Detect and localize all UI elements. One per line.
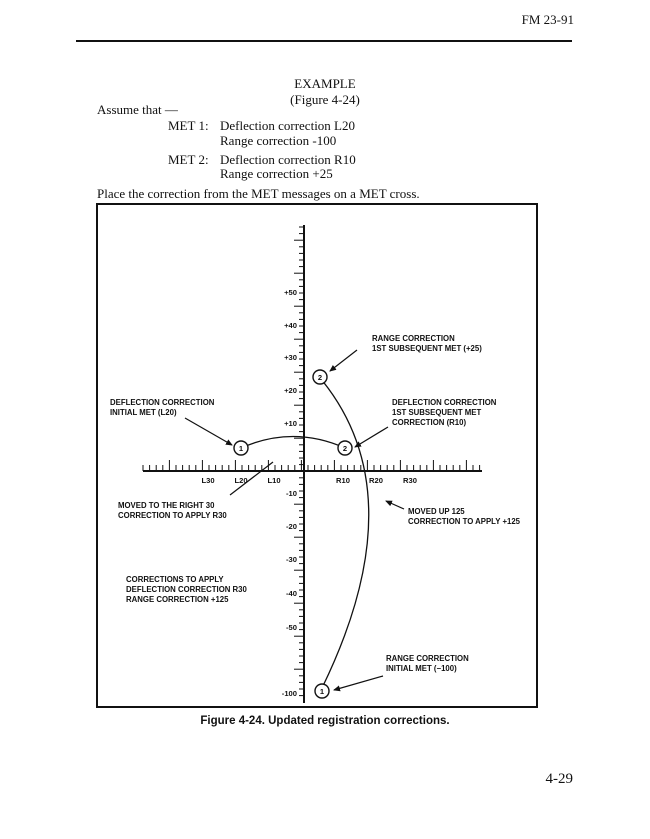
annotation-defl-subsequent-line2: 1ST SUBSEQUENT MET: [392, 408, 482, 417]
range-tick-label: -10: [286, 489, 297, 498]
annotation-defl-subsequent-line1: DEFLECTION CORRECTION: [392, 398, 497, 407]
leader-deflection-initial: [185, 418, 232, 445]
marker-label: 1: [238, 444, 244, 453]
range-tick-label: +40: [284, 321, 297, 330]
annotation-corrections-line3: RANGE CORRECTION +125: [126, 595, 229, 604]
annotation-corrections-line1: CORRECTIONS TO APPLY: [126, 575, 224, 584]
met-cross-ticks: [143, 227, 480, 696]
header-rule: [76, 40, 572, 42]
met2-range: Range correction +25: [220, 166, 333, 181]
range-tick-label: -20: [286, 522, 297, 531]
range-tick-label: +20: [284, 386, 297, 395]
example-figure-ref: (Figure 4-24): [290, 92, 360, 107]
annotation-moved-up-line1: MOVED UP 125: [408, 507, 465, 516]
marker-label: 2: [317, 373, 323, 382]
deflection-arc: [241, 437, 345, 449]
marker-label: 2: [342, 444, 348, 453]
annotation-corrections-line2: DEFLECTION CORRECTION R30: [126, 585, 247, 594]
deflection-tick-label: R10: [336, 476, 350, 485]
deflection-tick-label: L30: [201, 476, 215, 485]
example-title: EXAMPLE: [294, 76, 356, 91]
met2-label: MET 2:: [168, 152, 209, 167]
range-tick-label: -50: [286, 623, 297, 632]
instruction-text: Place the correction from the MET messages on a MET cross.: [97, 186, 420, 201]
deflection-tick-label: L10: [267, 476, 281, 485]
range-tick-label: +10: [284, 419, 297, 428]
annotation-range-subsequent-line2: 1ST SUBSEQUENT MET (+25): [372, 344, 482, 353]
met1-range: Range correction -100: [220, 133, 337, 148]
page-number: 4-29: [545, 771, 573, 787]
met-cross-figure: [96, 203, 538, 708]
leader-range-initial: [334, 676, 383, 690]
annotation-defl-initial-line1: DEFLECTION CORRECTION: [110, 398, 215, 407]
range-tick-label: +50: [284, 288, 297, 297]
range-tick-label: -100: [281, 689, 297, 698]
deflection-tick-label: R30: [403, 476, 417, 485]
marker-label: 1: [319, 687, 325, 696]
annotation-range-initial-line1: RANGE CORRECTION: [386, 654, 469, 663]
figure-caption: Figure 4-24. Updated registration corrections.: [200, 715, 450, 727]
met2-deflection: Deflection correction R10: [220, 152, 356, 167]
range-tick-label: +30: [284, 353, 297, 362]
annotation-moved-right-line1: MOVED TO THE RIGHT 30: [118, 501, 215, 510]
annotation-range-initial-line2: INITIAL MET (−100): [386, 664, 457, 673]
annotation-moved-right-line2: CORRECTION TO APPLY R30: [118, 511, 227, 520]
deflection-tick-label: R20: [369, 476, 383, 485]
range-tick-label: -40: [286, 589, 297, 598]
annotation-defl-subsequent-line3: CORRECTION (R10): [392, 418, 467, 427]
leader-deflection-subsequent: [355, 427, 388, 447]
annotation-moved-up-line2: CORRECTION TO APPLY +125: [408, 517, 521, 526]
leader-range-subsequent: [330, 350, 357, 371]
met-cross-diagram: [98, 205, 536, 706]
deflection-tick-label: L20: [234, 476, 248, 485]
assume-text: Assume that —: [97, 102, 178, 117]
met1-label: MET 1:: [168, 118, 209, 133]
range-arc: [321, 379, 369, 688]
annotation-range-subsequent-line1: RANGE CORRECTION: [372, 334, 455, 343]
range-tick-label: -30: [286, 555, 297, 564]
met1-deflection: Deflection correction L20: [220, 118, 355, 133]
leader-moved-up: [386, 501, 404, 509]
document-id-header: FM 23-91: [521, 12, 574, 27]
annotation-defl-initial-line2: INITIAL MET (L20): [110, 408, 177, 417]
